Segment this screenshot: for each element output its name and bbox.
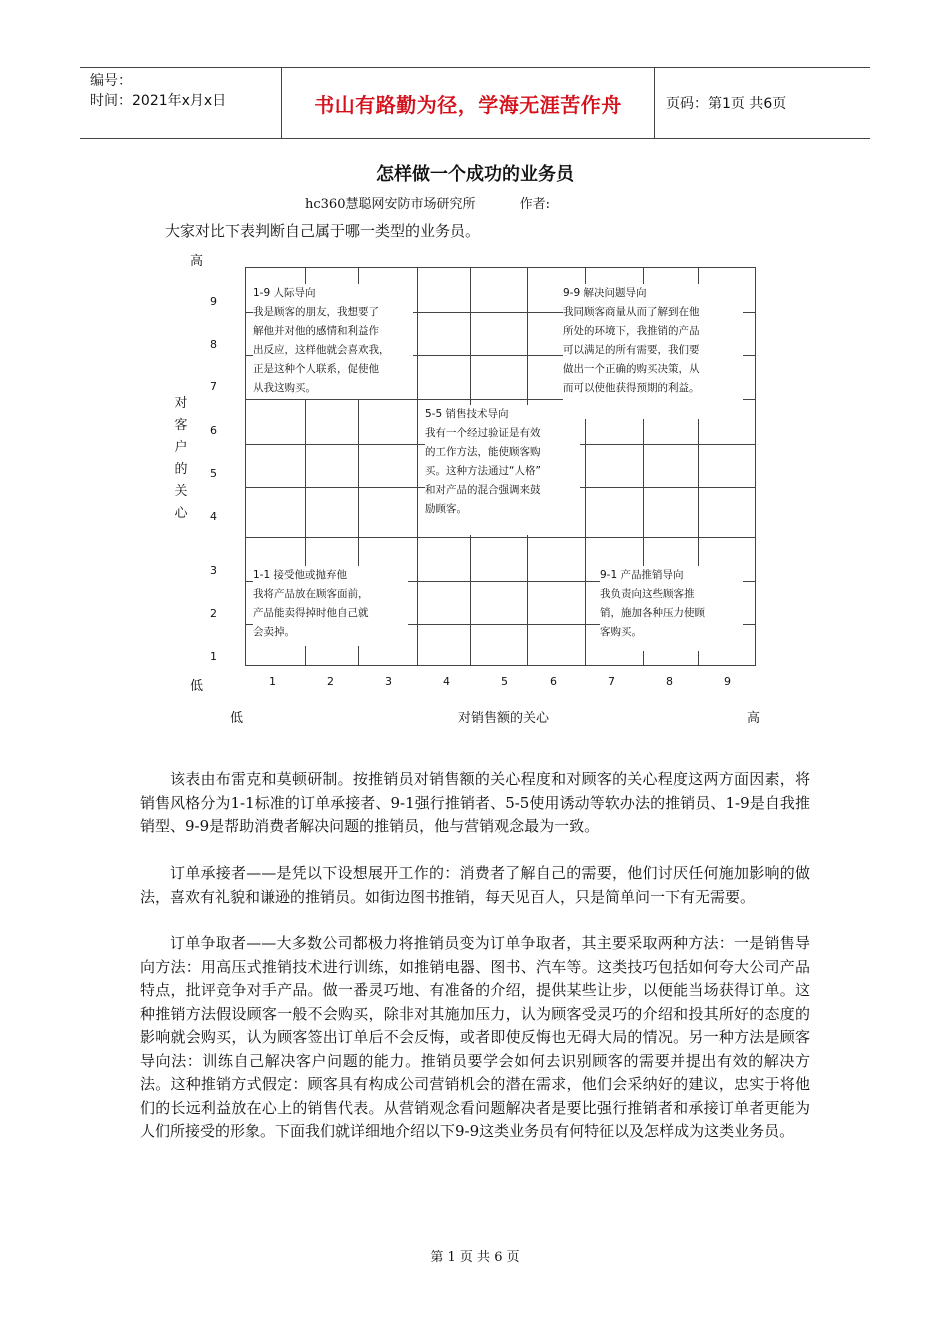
y-tick: 4 bbox=[210, 510, 217, 523]
page-title: 怎样做一个成功的业务员 bbox=[376, 164, 574, 185]
box-line: 9-9 解决问题导向 bbox=[563, 287, 647, 299]
box-line: 9-1 产品推销导向 bbox=[600, 569, 684, 581]
paragraph-2: 订单承接者——是凭以下设想展开工作的：消费者了解自己的需要，他们讨厌任何施加影响的做法，喜欢有礼貌和谦逊的推销员。如街边图书推销，每天见百人，只是简单问一下有无需要。 bbox=[140, 864, 810, 906]
box-line: 产品能卖得掉时他自己就 bbox=[253, 607, 369, 619]
box-line: 从我这购买。 bbox=[253, 382, 316, 394]
box-line: 而可以使他获得预期的利益。 bbox=[563, 382, 700, 394]
y-tick: 9 bbox=[210, 295, 217, 308]
subtitle bbox=[305, 193, 550, 212]
box-line: 做出一个正确的购买决策，从 bbox=[563, 363, 700, 375]
y-axis-label-char: 心 bbox=[174, 506, 188, 521]
grid-line-vertical bbox=[755, 267, 756, 665]
y-axis-low: 低 bbox=[190, 679, 204, 694]
box-line: 的工作方法，能使顾客购 bbox=[425, 446, 541, 458]
box-line: 1-1 接受他或抛弃他 bbox=[253, 569, 347, 581]
x-tick: 8 bbox=[666, 675, 673, 688]
box-line: 正是这种个人联系，促使他 bbox=[253, 363, 379, 375]
box-line: 我将产品放在顾客面前， bbox=[253, 588, 369, 600]
header-table bbox=[80, 67, 870, 139]
box-line: 1-9 人际导向 bbox=[253, 287, 316, 299]
x-axis-label: 对销售额的关心 bbox=[458, 711, 550, 726]
y-axis-label bbox=[173, 393, 189, 525]
x-axis-low: 低 bbox=[230, 711, 244, 726]
page-footer: 第 1 页 共 6 页 bbox=[430, 1250, 520, 1265]
x-tick: 5 bbox=[501, 675, 508, 688]
x-tick: 4 bbox=[443, 675, 450, 688]
paragraph-3: 订单争取者——大多数公司都极力将推销员变为订单争取者，其主要采取两种方法：一是销售导向方法：用高压式推销技术进行训练，如推销电器、图书、汽车等。这类技巧包括如何夸大公司产品特点，批评竞争对手产品。做一番灵巧地、有准备的介绍，提供某些让步，以便能当场获得订单。这种推销方法假设顾客一般不会购买，除非对其施加压力，认为顾客受灵巧的介绍和投其所好的态度的影响就会购买，认为顾客签出订单后不会反悔，或者即使反悔也无碍大局的情况。另一种方法是顾客导向法：训练自己解决客户问题的能力。推销员要学会如何去识别顾客的需要并提出有效的解决方法。这种推销方式假定：顾客具有构成公司营销机会的潜在需求，他们会采纳好的建议，忠实于将他们的长远利益放在心上的销售代表。从营销观念看问题解决者是要比强行推销者和承接订单者更能为人们所接受的形象。下面我们就详细地介绍以下9-9这类业务员有何特征以及怎样成为这类业务员。 bbox=[140, 934, 810, 1140]
x-tick: 7 bbox=[608, 675, 615, 688]
y-axis-label-char: 关 bbox=[174, 484, 188, 499]
y-tick: 6 bbox=[210, 424, 217, 437]
sales-grid-chart bbox=[170, 245, 780, 725]
y-axis-label-char: 客 bbox=[174, 418, 188, 433]
box-line: 我有一个经过验证是有效 bbox=[425, 427, 541, 439]
grid-line-horizontal bbox=[245, 267, 755, 268]
x-tick: 1 bbox=[269, 675, 276, 688]
box-line: 所处的环境下，我推销的产品 bbox=[563, 325, 700, 337]
intro-text: 大家对比下表判断自己属于哪一类型的业务员。 bbox=[165, 222, 481, 240]
grid-line-vertical bbox=[245, 267, 246, 665]
grid-line-horizontal bbox=[245, 537, 755, 538]
y-axis-label-char: 的 bbox=[174, 462, 188, 477]
author-label: 作者: bbox=[519, 197, 550, 212]
x-tick: 3 bbox=[385, 675, 392, 688]
y-axis-high: 高 bbox=[190, 254, 204, 269]
box-line: 客购买。 bbox=[600, 626, 642, 638]
y-tick: 7 bbox=[210, 380, 217, 393]
time-label: 时间：2021年x月x日 bbox=[90, 93, 227, 109]
style-box-9-9 bbox=[563, 284, 743, 419]
paragraph-1: 该表由布雷克和莫顿研制。按推销员对销售额的关心程度和对顾客的关心程度这两方面因素，将销售风格分为1-1标准的订单承接者、9-1强行推销者、5-5使用诱动等软办法的推销员、1-9是自我推销型、9-9是帮助消费者解决问题的推销员，他与营销观念最为一致。 bbox=[140, 770, 810, 835]
box-line: 我同顾客商量从而了解到在他 bbox=[563, 306, 700, 318]
box-line: 会卖掉。 bbox=[253, 626, 295, 638]
box-line: 和对产品的混合强调来鼓 bbox=[425, 484, 541, 496]
page-label: 页码：第1页 共6页 bbox=[666, 96, 787, 112]
motto: 书山有路勤为径，学海无涯苦作舟 bbox=[282, 68, 655, 138]
x-axis-high: 高 bbox=[747, 711, 761, 726]
y-tick: 5 bbox=[210, 467, 217, 480]
style-box-9-1 bbox=[600, 566, 743, 651]
y-axis-label-char: 对 bbox=[174, 396, 188, 411]
y-tick: 3 bbox=[210, 564, 217, 577]
x-tick: 6 bbox=[550, 675, 557, 688]
box-line: 可以满足的所有需要，我们要 bbox=[563, 344, 700, 356]
style-box-5-5 bbox=[425, 405, 580, 535]
box-line: 我负责向这些顾客推 bbox=[600, 588, 695, 600]
number-label: 编号： bbox=[90, 73, 132, 89]
box-line: 我是顾客的朋友，我想要了 bbox=[253, 306, 379, 318]
y-axis-label-char: 户 bbox=[174, 440, 188, 455]
source-label: hc360慧聪网安防市场研究所 bbox=[305, 197, 476, 212]
grid-line-horizontal bbox=[245, 665, 756, 666]
box-line: 买。这种方法通过“人格” bbox=[425, 465, 541, 477]
y-tick: 2 bbox=[210, 607, 217, 620]
box-line: 解他并对他的感情和利益作 bbox=[253, 325, 379, 337]
x-tick: 2 bbox=[327, 675, 334, 688]
box-line: 销，施加各种压力使顾 bbox=[600, 607, 705, 619]
box-line: 出反应，这样他就会喜欢我， bbox=[253, 344, 390, 356]
y-tick: 1 bbox=[210, 650, 217, 663]
grid-line-vertical bbox=[417, 267, 418, 665]
header-meta-cell bbox=[80, 68, 282, 138]
y-tick: 8 bbox=[210, 338, 217, 351]
style-box-1-1 bbox=[253, 566, 408, 646]
x-tick: 9 bbox=[724, 675, 731, 688]
style-box-1-9 bbox=[253, 284, 413, 399]
box-line: 励顾客。 bbox=[425, 503, 467, 515]
box-line: 5-5 销售技术导向 bbox=[425, 408, 509, 420]
